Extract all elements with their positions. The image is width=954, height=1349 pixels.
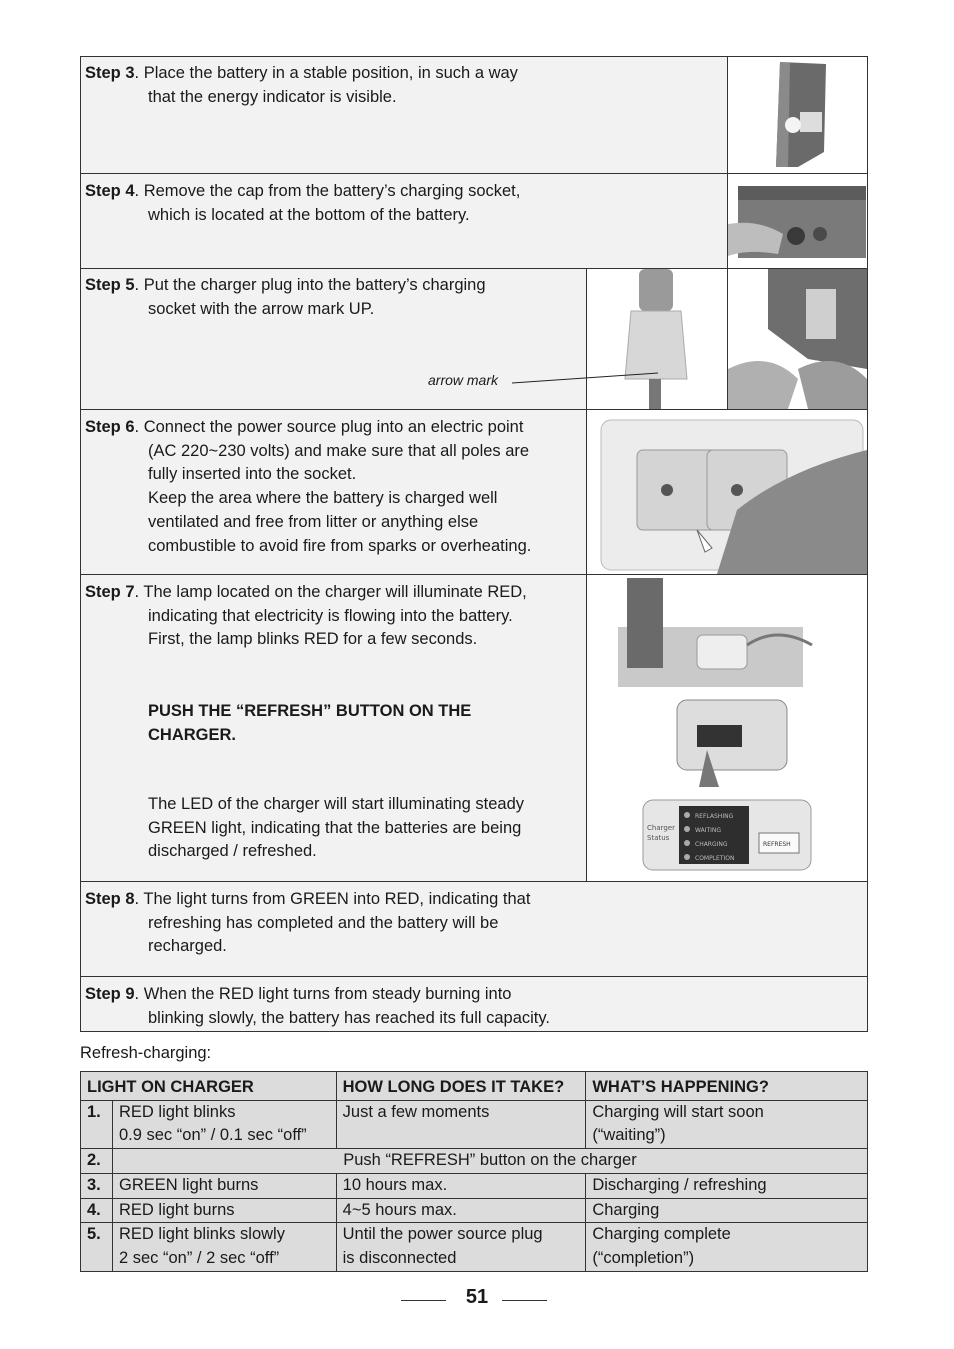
row-number: 1.: [81, 1100, 113, 1148]
charger-plug-photo: [587, 269, 727, 409]
what-cell: Charging: [586, 1198, 868, 1223]
header-what: WHAT’S HAPPENING?: [586, 1072, 868, 1101]
table-row: [81, 1100, 868, 1148]
step-text: recharged.: [148, 937, 227, 956]
table-row: [81, 1173, 868, 1198]
step-label: Step 8: [85, 890, 135, 908]
charging-socket-photo: [728, 174, 867, 268]
step-text: The lamp located on the charger will illuminate RED,: [143, 583, 527, 601]
step-text: First, the lamp blinks RED for a few seconds.: [148, 630, 478, 649]
step-text: (AC 220~230 volts) and make sure that all poles are: [148, 441, 530, 460]
step-4: Step 4. Remove the cap from the battery’s charging socket, which is located at the bottom of the battery.: [85, 180, 605, 227]
led-panel-image: [643, 800, 811, 870]
table-header-row: [81, 1072, 868, 1101]
page-number: 51: [465, 1286, 489, 1308]
light-cell: GREEN light burns: [112, 1173, 336, 1198]
arrow-mark-callout: arrow mark: [428, 372, 499, 388]
refresh-caption: Refresh-charging:: [80, 1044, 212, 1062]
row-divider: [80, 881, 868, 882]
step-text: blinking slowly, the battery has reached its full capacity.: [148, 1008, 551, 1027]
header-time: HOW LONG DOES IT TAKE?: [336, 1072, 586, 1101]
step-8: Step 8. The light turns from GREEN into RED, indicating that refreshing has completed and the battery will be recharged.: [85, 888, 645, 959]
step-text: that the energy indicator is visible.: [148, 87, 397, 106]
step-label: Step 6: [85, 418, 135, 436]
step-7-led-text: The LED of the charger will start illuminating steady GREEN light, indicating that the batteries are being discharged / refreshed.: [148, 795, 525, 861]
step-text: Put the charger plug into the battery’s charging: [143, 276, 486, 294]
charger-label: Charger: [647, 824, 675, 832]
row-divider: [80, 976, 868, 977]
light-cell: RED light blinks 0.9 sec “on” / 0.1 sec “off”: [112, 1100, 336, 1148]
step-text: When the RED light turns from steady burning into: [143, 985, 512, 1003]
step-7: Step 7. The lamp located on the charger will illuminate RED, indicating that electricity is flowing into the battery. First, the lamp blinks RED for a few seconds.: [85, 581, 580, 652]
step-text: Connect the power source plug into an electric point: [143, 418, 524, 436]
row-number: 4.: [81, 1198, 113, 1223]
step-label: Step 9: [85, 985, 135, 1003]
step-label: Step 7: [85, 583, 135, 601]
span-cell: Push “REFRESH” button on the charger: [112, 1149, 867, 1174]
step-3: Step 3. Place the battery in a stable position, in such a way that the energy indicator is visible.: [85, 62, 585, 109]
header-light: LIGHT ON CHARGER: [81, 1072, 337, 1101]
step-text: Remove the cap from the battery’s charging socket,: [143, 182, 521, 200]
table-row: [81, 1149, 868, 1174]
step-text: Keep the area where the battery is charged well: [148, 489, 498, 508]
step-text: fully inserted into the socket.: [148, 465, 357, 484]
row-number: 5.: [81, 1223, 113, 1271]
page-number-rule-right: [502, 1300, 547, 1301]
step-text: socket with the arrow mark UP.: [148, 299, 375, 318]
plug-insert-photo: [728, 269, 867, 409]
row-number: 2.: [81, 1149, 113, 1174]
light-cell: RED light blinks slowly 2 sec “on” / 2 sec “off”: [112, 1223, 336, 1271]
step-text: indicating that electricity is flowing into the battery.: [148, 606, 513, 625]
step-label: Step 3: [85, 64, 135, 82]
led-label: WAITING: [695, 827, 722, 834]
step-text: combustible to avoid fire from sparks or overheating.: [148, 536, 532, 555]
step-text: ventilated and free from litter or anything else: [148, 512, 479, 531]
row-number: 3.: [81, 1173, 113, 1198]
step-text: The light turns from GREEN into RED, indicating that: [143, 890, 531, 908]
refresh-charging-table: [80, 1071, 868, 1272]
step-text: Place the battery in a stable position, in such a way: [143, 64, 518, 82]
step-label: Step 4: [85, 182, 135, 200]
table-row: [81, 1223, 868, 1271]
time-cell: Until the power source plug is disconnected: [336, 1223, 586, 1271]
time-cell: Just a few moments: [336, 1100, 586, 1148]
what-cell: Charging complete (“completion”): [586, 1223, 868, 1271]
step-label: Step 5: [85, 276, 135, 294]
table-row: [81, 1198, 868, 1223]
step-6: Step 6. Connect the power source plug into an electric point (AC 220~230 volts) and make sure that all poles are fully inserted into the socket. Keep the area where the battery is charged well ventilated and free from litter or anything else combustible to avoid fire from sparks or overheating.: [85, 416, 580, 558]
what-cell: Discharging / refreshing: [586, 1173, 868, 1198]
refresh-button-label: REFRESH: [763, 841, 791, 848]
step-text: which is located at the bottom of the battery.: [148, 205, 470, 224]
what-cell: Charging will start soon (“waiting”): [586, 1100, 868, 1148]
battery-photo: [728, 57, 867, 173]
time-cell: 4~5 hours max.: [336, 1198, 586, 1223]
step-5: Step 5. Put the charger plug into the battery’s charging socket with the arrow mark UP.: [85, 274, 580, 321]
led-label: COMPLETION: [695, 855, 735, 862]
light-cell: RED light burns: [112, 1198, 336, 1223]
step-text: refreshing has completed and the battery will be: [148, 913, 499, 932]
wall-socket-photo: [587, 410, 867, 574]
led-label: CHARGING: [695, 841, 728, 848]
step-9: Step 9. When the RED light turns from steady burning into blinking slowly, the battery has reached its full capacity.: [85, 983, 685, 1030]
push-refresh-instruction: PUSH THE “REFRESH” BUTTON ON THE CHARGER.: [148, 702, 472, 744]
arrow-mark-leader-line: [510, 368, 660, 388]
time-cell: 10 hours max.: [336, 1173, 586, 1198]
charger-label: Status: [647, 834, 670, 842]
charger-photos: [587, 575, 867, 881]
led-label: REFLASHING: [695, 813, 734, 820]
